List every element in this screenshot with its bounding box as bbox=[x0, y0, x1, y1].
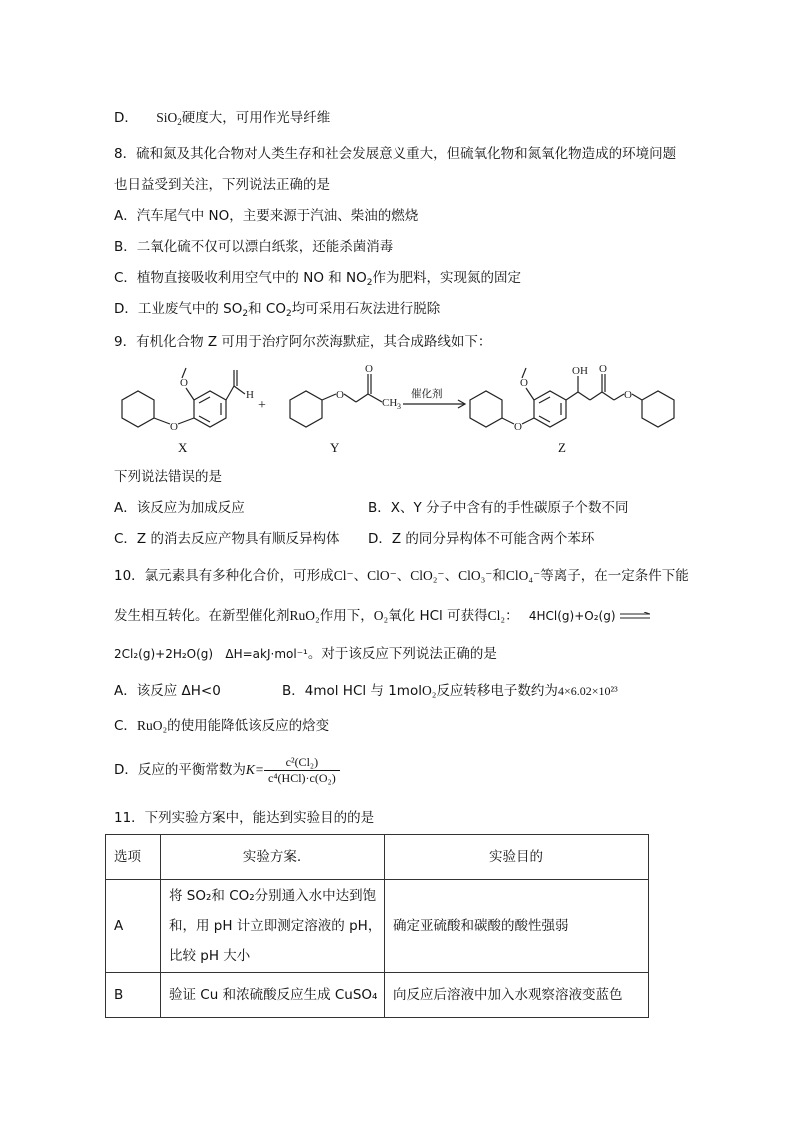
svg-text:O: O bbox=[599, 363, 607, 375]
equilibrium-constant-fraction: $\frac{\text{c²(Cl₂)}}{\text{c⁴(HCl)·c(O₂)}}$ bbox=[264, 755, 340, 786]
ion-clo3: ClO₃⁻ bbox=[458, 568, 493, 583]
q10-option-c: C．RuO₂的使用能降低该反应的焓变 bbox=[114, 718, 330, 734]
equilibrium-arrow-icon bbox=[620, 612, 650, 620]
z-thp-ring-left bbox=[470, 391, 502, 427]
q7d-prefix: D． bbox=[114, 110, 138, 126]
q10-option-b: B．4mol HCl 与 1molO₂反应转移电子数约为4×6.02×10²³ bbox=[282, 683, 618, 699]
svg-text:H: H bbox=[246, 389, 254, 401]
header-goal: 实验目的 bbox=[385, 835, 649, 880]
svg-text:O: O bbox=[180, 377, 188, 389]
q9-option-d: D．Z 的同分异构体不可能含两个苯环 bbox=[368, 531, 595, 547]
svg-text:OH: OH bbox=[572, 365, 588, 377]
q9-prompt: 下列说法错误的是 bbox=[114, 469, 222, 485]
q8-option-b: B．二氧化硫不仅可以漂白纸浆，还能杀菌消毒 bbox=[114, 239, 394, 255]
q7d-formula: SiO$_2$ bbox=[156, 110, 182, 127]
equation-left: 4HCl(g)+O₂(g) bbox=[528, 609, 616, 623]
label-y: Y bbox=[330, 440, 340, 455]
q11-stem: 11．下列实验方案中，能达到实验目的的是 bbox=[114, 810, 375, 826]
q8-stem-line1: 8．硫和氮及其化合物对人类生存和社会发展意义重大，但硫氧化物和氮氧化物造成的环境问题 bbox=[114, 146, 677, 162]
q10-stem-line3: 2Cl₂(g)+2H₂O(g) ΔH=akJ·mol⁻¹。对于该反应下列说法正确的是 bbox=[114, 646, 497, 662]
table-row: A 将 SO₂和 CO₂分别通入水中达到饱 和，用 pH 计立即测定溶液的 pH， 比较 pH 大小 确定亚硫酸和碳酸的酸性强弱 bbox=[106, 880, 649, 973]
q9-option-a: A．该反应为加成反应 bbox=[114, 500, 245, 516]
header-option: 选项 bbox=[106, 835, 161, 880]
ion-clo: ClO⁻ bbox=[367, 568, 397, 583]
enthalpy-change: ΔH=akJ·mol⁻¹ bbox=[225, 647, 308, 661]
q8-stem-line2: 也日益受到关注，下列说法正确的是 bbox=[114, 177, 330, 193]
q10-option-a: A．该反应 ΔH<0 bbox=[114, 683, 221, 699]
q10-stem-line2: 发生相互转化。在新型催化剂RuO₂作用下，O₂氧化 HCl 可获得Cl₂： 4HCl(g)+O₂(g) bbox=[114, 606, 650, 626]
q9-option-c: C．Z 的消去反应产物具有顺反异构体 bbox=[114, 531, 340, 547]
q8-option-a: A．汽车尾气中 NO，主要来源于汽油、柴油的燃烧 bbox=[114, 208, 419, 224]
header-plan: 实验方案. bbox=[161, 835, 385, 880]
ion-clo2: ClO₂⁻ bbox=[410, 568, 445, 583]
q10-option-d: D．反应的平衡常数为K= $\frac{\text{c²(Cl₂)}}{\text{c⁴(HCl)·c(O₂)}}$ bbox=[114, 752, 340, 788]
experiment-table bbox=[105, 834, 649, 1018]
ion-clo4: ClO₄⁻ bbox=[505, 568, 541, 583]
x-thp-ring bbox=[122, 391, 154, 427]
table-header-row bbox=[106, 835, 649, 880]
catalyst-label: 催化剂 bbox=[411, 388, 443, 400]
q9-option-b: B．X、Y 分子中含有的手性碳原子个数不同 bbox=[368, 500, 629, 516]
z-thp-ring-right bbox=[642, 391, 674, 427]
q8-option-d: D．工业废气中的 $SO_2$和 $CO_2$均可采用石灰法进行脱除 bbox=[114, 301, 441, 319]
q7-option-d bbox=[114, 108, 330, 132]
svg-text:O: O bbox=[624, 389, 632, 401]
y-thp-ring bbox=[290, 391, 322, 427]
q10-stem-line1: 10．氯元素具有多种化合价，可形成Cl⁻、ClO⁻、ClO₂⁻、ClO₃⁻和ClO₄⁻等离子，在一定条件下能 bbox=[114, 568, 689, 584]
svg-text:O: O bbox=[520, 377, 528, 389]
q8-option-c: C．植物直接吸收利用空气中的 NO 和 $NO_2$作为肥料，实现氮的固定 bbox=[114, 270, 521, 288]
reaction-scheme-svg bbox=[110, 358, 700, 458]
ion-cl: Cl⁻ bbox=[333, 568, 354, 583]
plus-sign: + bbox=[258, 398, 266, 413]
equation-right: 2Cl₂(g)+2H₂O(g) bbox=[114, 647, 214, 661]
svg-text:CH: CH bbox=[382, 397, 398, 409]
q9-reaction-scheme bbox=[110, 358, 700, 458]
q7d-text: 硬度大，可用作光导纤维 bbox=[181, 110, 331, 126]
table-row: B 验证 Cu 和浓硫酸反应生成 CuSO₄ 向反应后溶液中加入水观察溶液变蓝色 bbox=[106, 973, 649, 1018]
svg-text:3: 3 bbox=[397, 402, 401, 411]
svg-text:O: O bbox=[514, 421, 522, 433]
label-z: Z bbox=[558, 440, 566, 455]
svg-text:O: O bbox=[336, 389, 344, 401]
label-x: X bbox=[178, 440, 188, 455]
svg-text:O: O bbox=[170, 421, 178, 433]
svg-text:O: O bbox=[365, 363, 373, 375]
q9-stem: 9．有机化合物 Z 可用于治疗阿尔茨海默症，其合成路线如下： bbox=[114, 334, 492, 350]
